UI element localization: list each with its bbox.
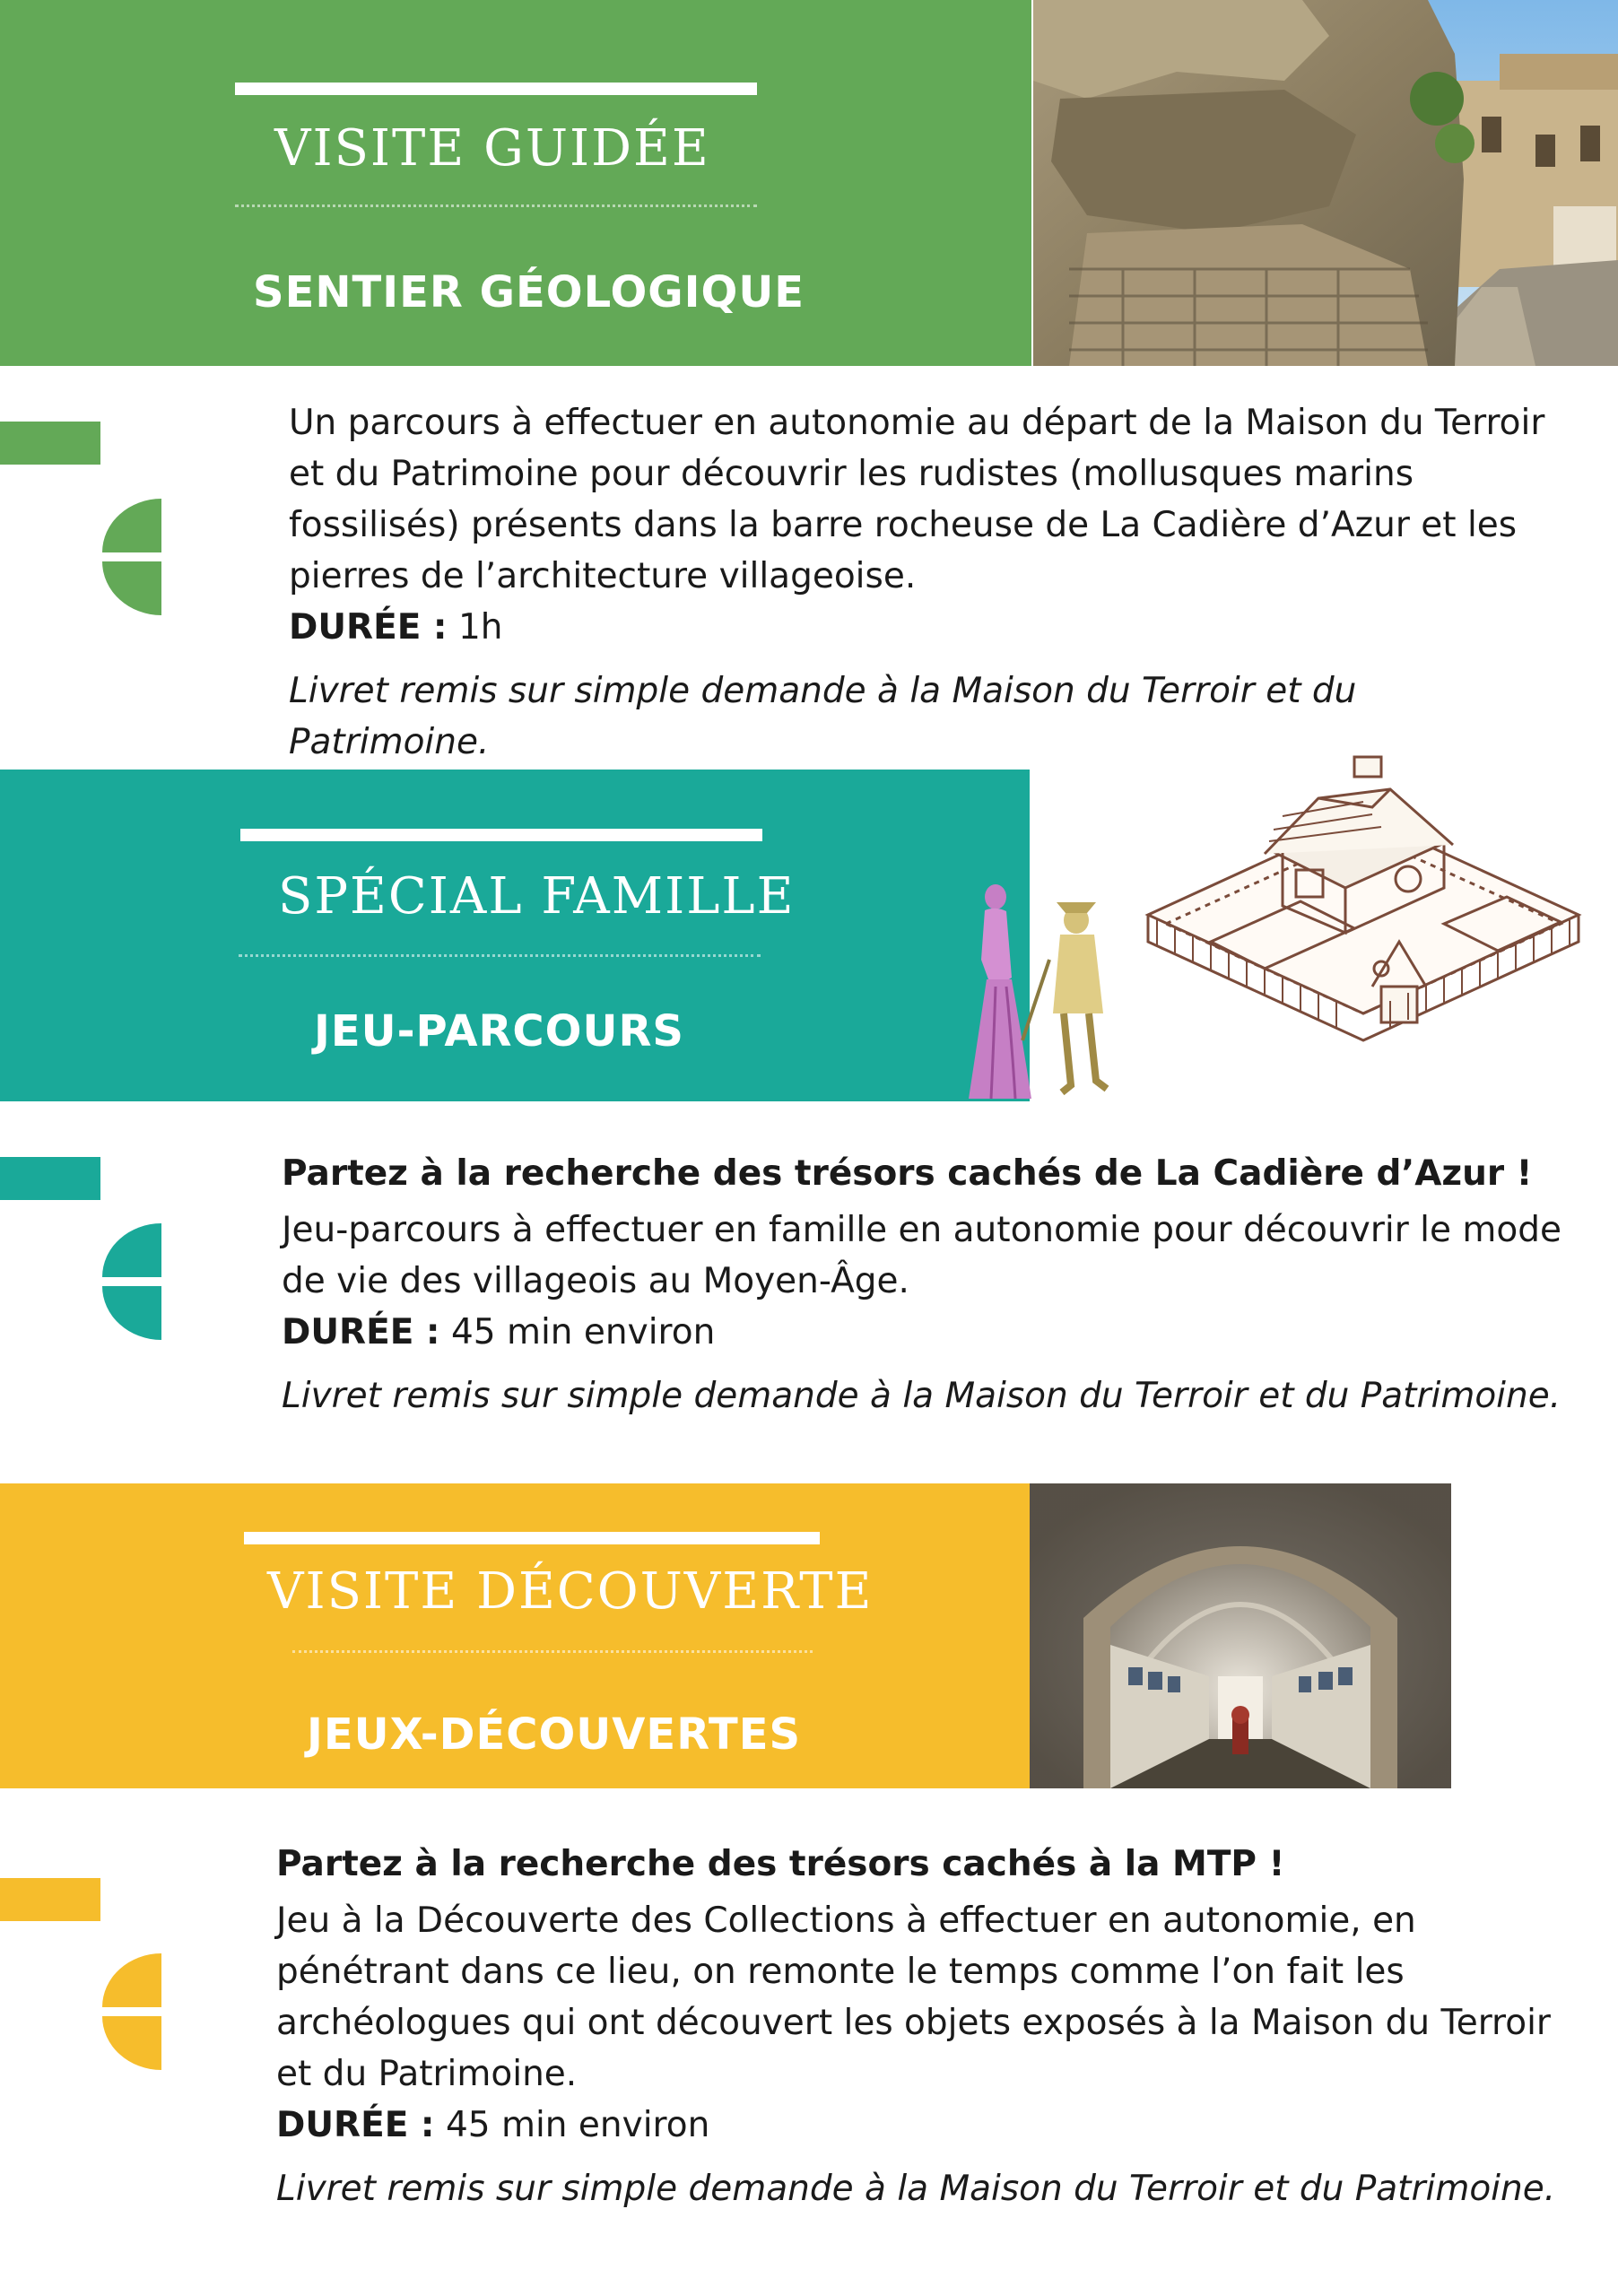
section-2-body	[282, 1148, 1564, 1422]
section-3-subtitle: JEUX-DÉCOUVERTES	[307, 1709, 802, 1760]
duree-label: DURÉE :	[282, 1312, 440, 1352]
section-2-deco-semicircle	[102, 1223, 165, 1340]
village-rock-street-photo	[1033, 0, 1618, 366]
section-1-top-bar	[235, 83, 757, 95]
museum-vaulted-gallery-photo	[1030, 1483, 1451, 1788]
section-2-paragraph: Jeu-parcours à effectuer en famille en autonomie pour découvrir le mode de vie des villageois au Moyen-Âge.	[282, 1210, 1561, 1301]
section-2-illustration	[942, 744, 1588, 1121]
section-3-photo	[1030, 1483, 1451, 1788]
medieval-man-figure	[1022, 902, 1107, 1092]
section-2-subtitle: JEU-PARCOURS	[314, 1006, 684, 1057]
medieval-woman-figure	[969, 884, 1031, 1099]
section-2-kicker: SPÉCIAL FAMILLE	[278, 867, 796, 926]
section-1-duree	[289, 602, 1562, 653]
section-2-lead: Partez à la recherche des trésors cachés de La Cadière d’Azur !	[282, 1153, 1533, 1194]
duree-label: DURÉE :	[289, 607, 448, 648]
section-3-note: Livret remis sur simple demande à la Maison du Terroir et du Patrimoine.	[276, 2169, 1556, 2209]
section-1-dotted-rule	[235, 204, 757, 207]
section-1-body	[289, 397, 1562, 768]
section-3-dotted-rule	[292, 1650, 813, 1653]
medieval-house-drawing	[1148, 757, 1579, 1040]
section-1-note: Livret remis sur simple demande à la Maison du Terroir et du Patrimoine.	[289, 671, 1357, 762]
section-3-banner	[0, 1483, 1030, 1788]
section-2-banner	[0, 770, 1030, 1101]
duree-value: 45 min environ	[445, 2105, 710, 2145]
section-3-lead: Partez à la recherche des trésors cachés à la MTP !	[276, 1844, 1285, 1884]
section-2-dotted-rule	[239, 954, 761, 957]
section-3-deco-bar	[0, 1878, 100, 1921]
section-3-paragraph: Jeu à la Découverte des Collections à effectuer en autonomie, en pénétrant dans ce lieu, on remonte le temps comme l’on fait les archéologues qui ont découvert les objets exposés à la Maison du Terroir et du Patrimoine.	[276, 1900, 1551, 2094]
section-1-deco-bar	[0, 422, 100, 465]
section-1-photo	[1033, 0, 1618, 366]
section-3-deco-semicircle	[102, 1953, 165, 2070]
duree-label: DURÉE :	[276, 2105, 435, 2145]
section-1-kicker: VISITE GUIDÉE	[274, 119, 710, 178]
section-2-deco-bar	[0, 1157, 100, 1200]
section-1-subtitle: SENTIER GÉOLOGIQUE	[253, 267, 805, 317]
section-1-banner	[0, 0, 1031, 366]
section-1-deco-semicircle	[102, 499, 165, 615]
section-3-duree	[276, 2100, 1568, 2151]
section-2-note: Livret remis sur simple demande à la Maison du Terroir et du Patrimoine.	[282, 1376, 1561, 1416]
section-1-paragraph: Un parcours à effectuer en autonomie au départ de la Maison du Terroir et du Patrimoine pour découvrir les rudistes (mollusques marins fossilisés) présents dans la barre rocheuse de La Cadière d’Azur et les pierres de l’architecture villageoise.	[289, 403, 1545, 596]
section-3-body	[276, 1839, 1568, 2214]
section-3-kicker: VISITE DÉCOUVERTE	[267, 1562, 874, 1621]
duree-value: 1h	[457, 607, 503, 648]
section-2-top-bar	[240, 829, 762, 841]
duree-value: 45 min environ	[450, 1312, 716, 1352]
section-2-duree	[282, 1307, 1564, 1358]
section-3-top-bar	[244, 1532, 820, 1544]
